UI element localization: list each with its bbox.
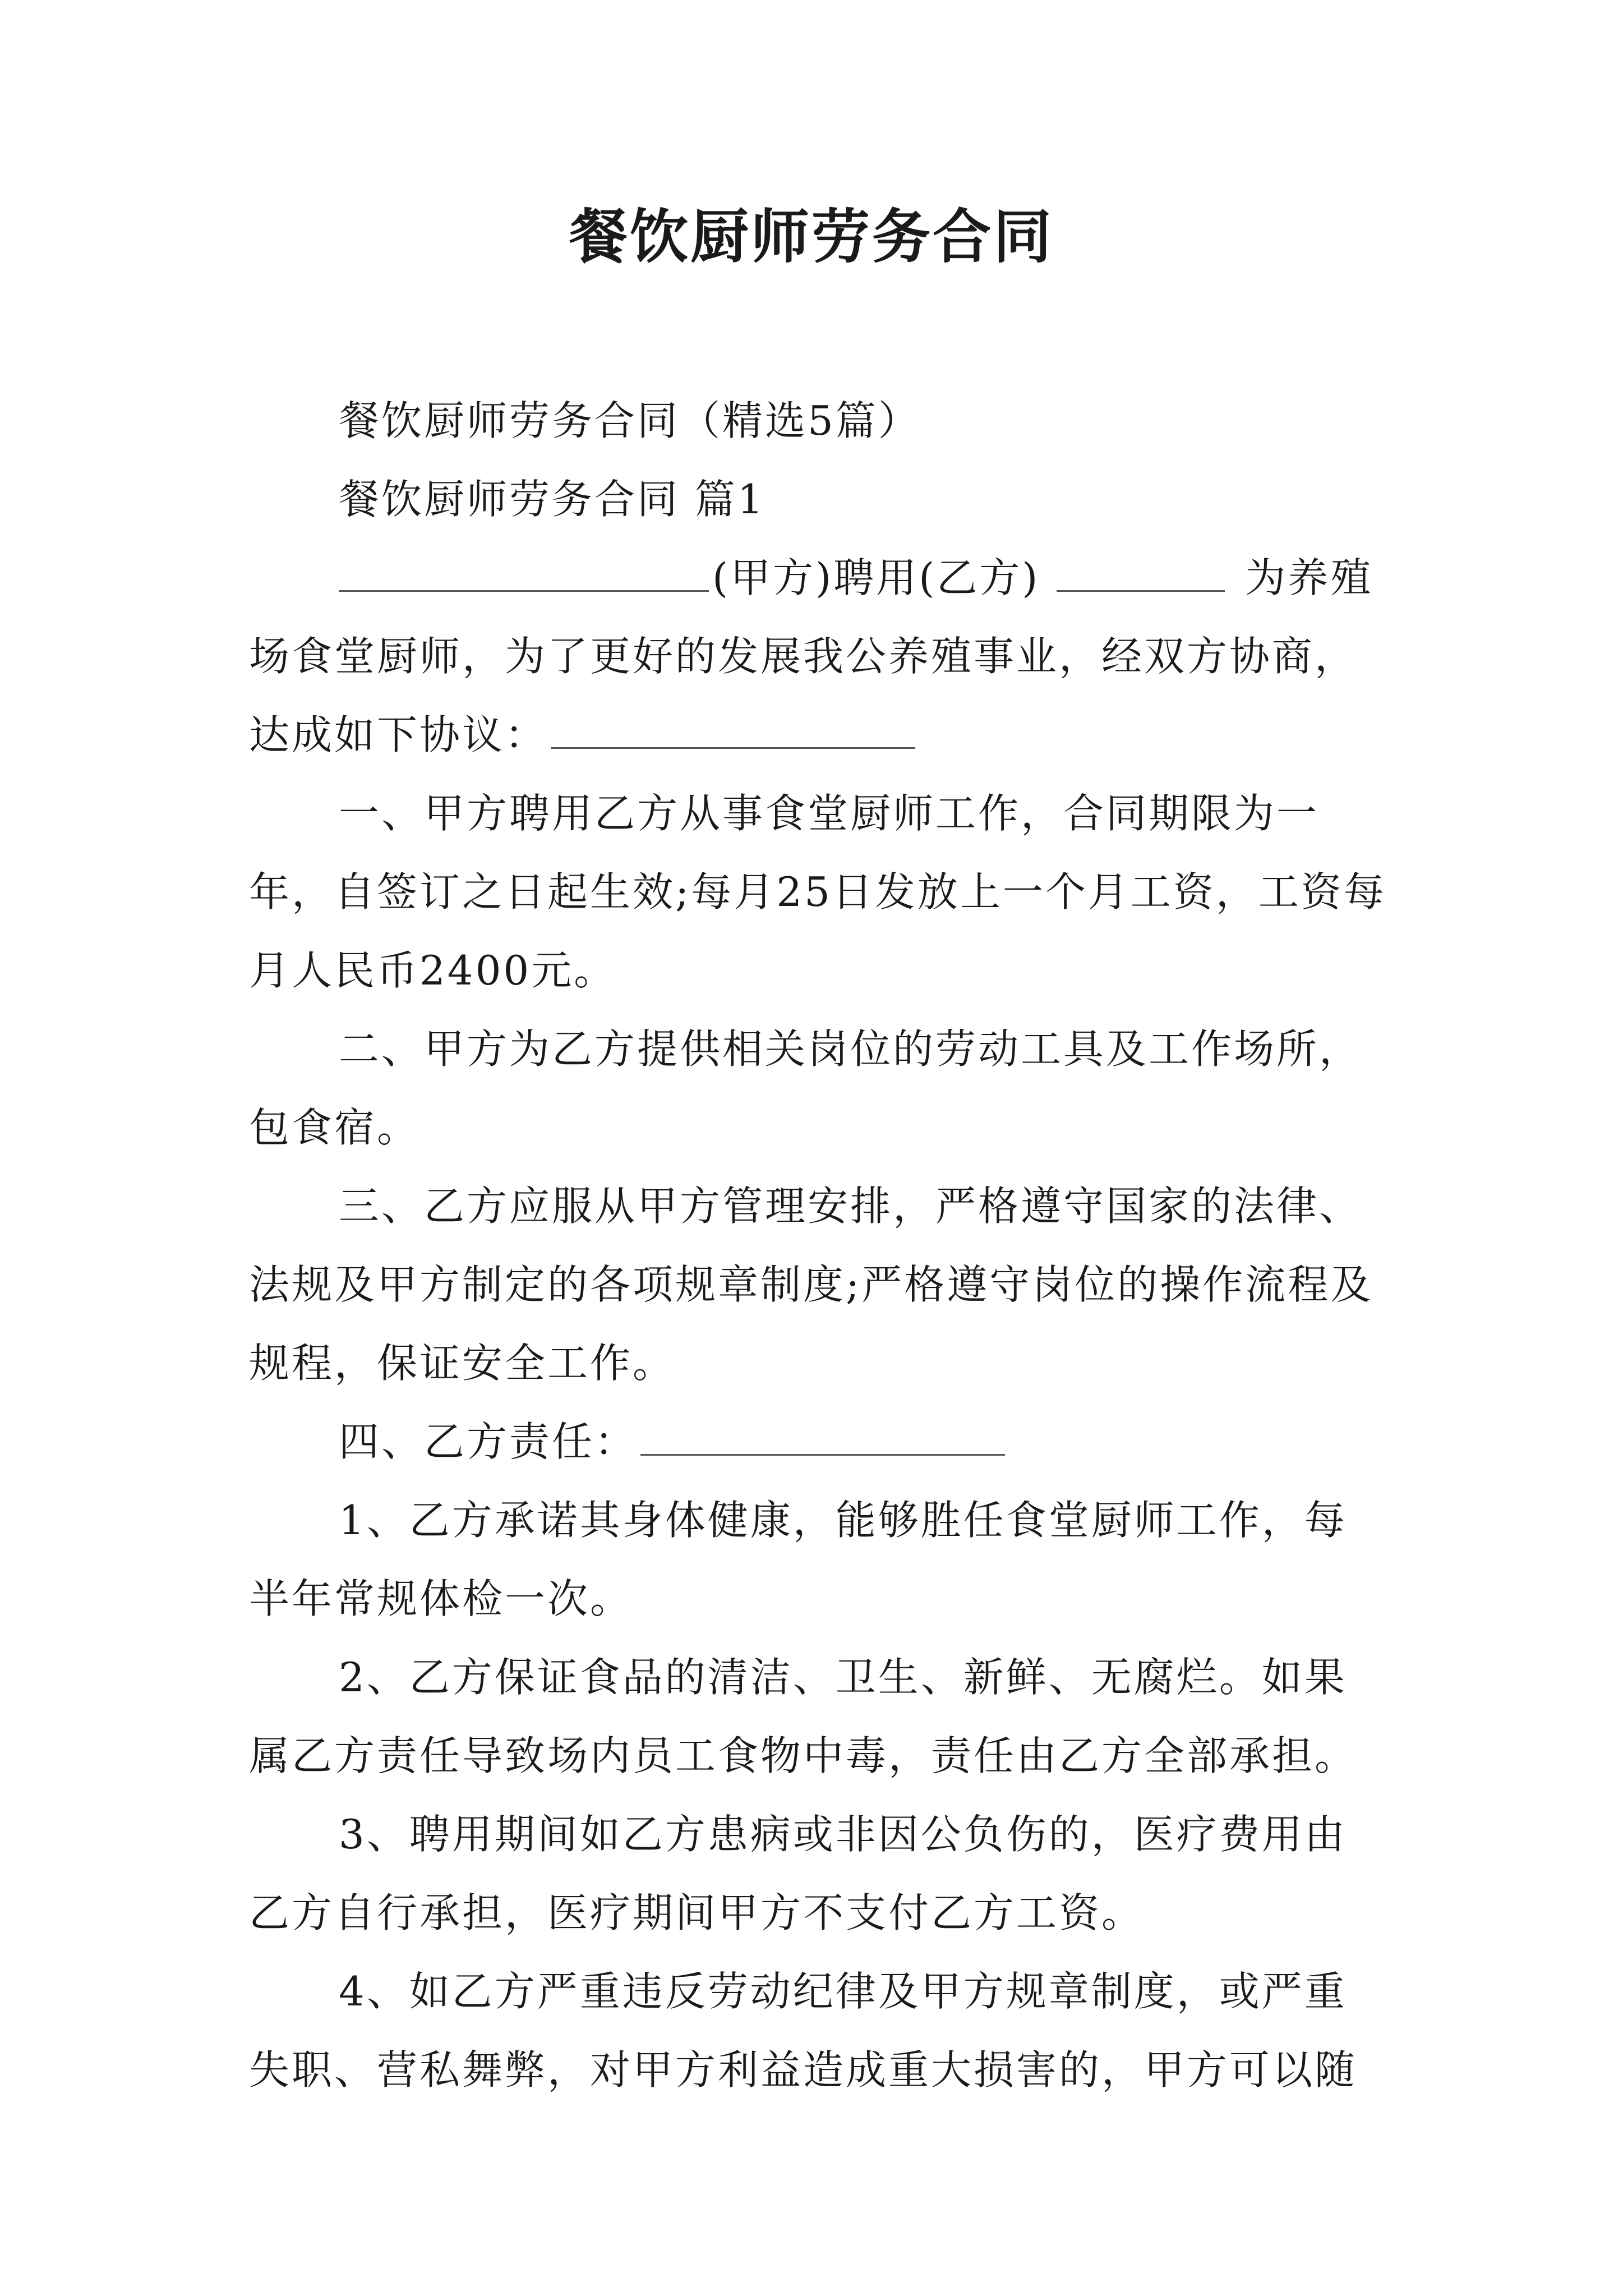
item-1: 1、乙方承诺其身体健康，能够胜任食堂厨师工作，每半年常规体检一次。 <box>249 1497 1347 1622</box>
section-heading: 餐饮厨师劳务合同 篇1 <box>339 476 766 523</box>
subtitle: 餐饮厨师劳务合同（精选5篇） <box>339 397 921 444</box>
clause-3: 三、乙方应服从甲方管理安排，严格遵守国家的法律、法规及甲方制定的各项规章制度;严格遵守岗位的操作流程及规程，保证安全工作。 <box>249 1182 1373 1387</box>
clause-2: 二、甲方为乙方提供相关岗位的劳动工具及工作场所，包食宿。 <box>249 1025 1362 1151</box>
clause-4-heading <box>249 1402 1387 1481</box>
item-2: 2、乙方保证食品的清洁、卫生、新鲜、无腐烂。如果属乙方责任导致场内员工食物中毒，责任由乙方全部承担。 <box>249 1654 1358 1779</box>
intro-paragraph <box>249 539 1387 774</box>
item-4: 4、如乙方严重违反劳动纪律及甲方规章制度，或严重失职、营私舞弊，对甲方利益造成重大损害的，甲方可以随 <box>249 1968 1358 2093</box>
intro-part2: 为养殖场食堂厨师，为了更好的发展我公养殖事业，经双方协商，达成如下协议： <box>249 554 1373 758</box>
responsibility-blank <box>640 1410 1005 1456</box>
clause-4-heading-text: 四、乙方责任： <box>339 1418 638 1465</box>
clause-1: 一、甲方聘用乙方从事食堂厨师工作，合同期限为一年，自签订之日起生效;每月25日发放上一个月工资，工资每月人民币2400元。 <box>249 790 1386 994</box>
document-body <box>249 381 1387 2109</box>
agreement-blank <box>551 703 915 749</box>
party-a-blank <box>339 546 709 592</box>
party-b-blank <box>1057 546 1225 592</box>
item-3: 3、聘用期间如乙方患病或非因公负伤的，医疗费用由乙方自行承担，医疗期间甲方不支付乙方工资。 <box>249 1811 1347 1936</box>
intro-part1: (甲方)聘用(乙方) <box>712 554 1040 601</box>
document-title: 餐饮厨师劳务合同 <box>569 202 1054 271</box>
